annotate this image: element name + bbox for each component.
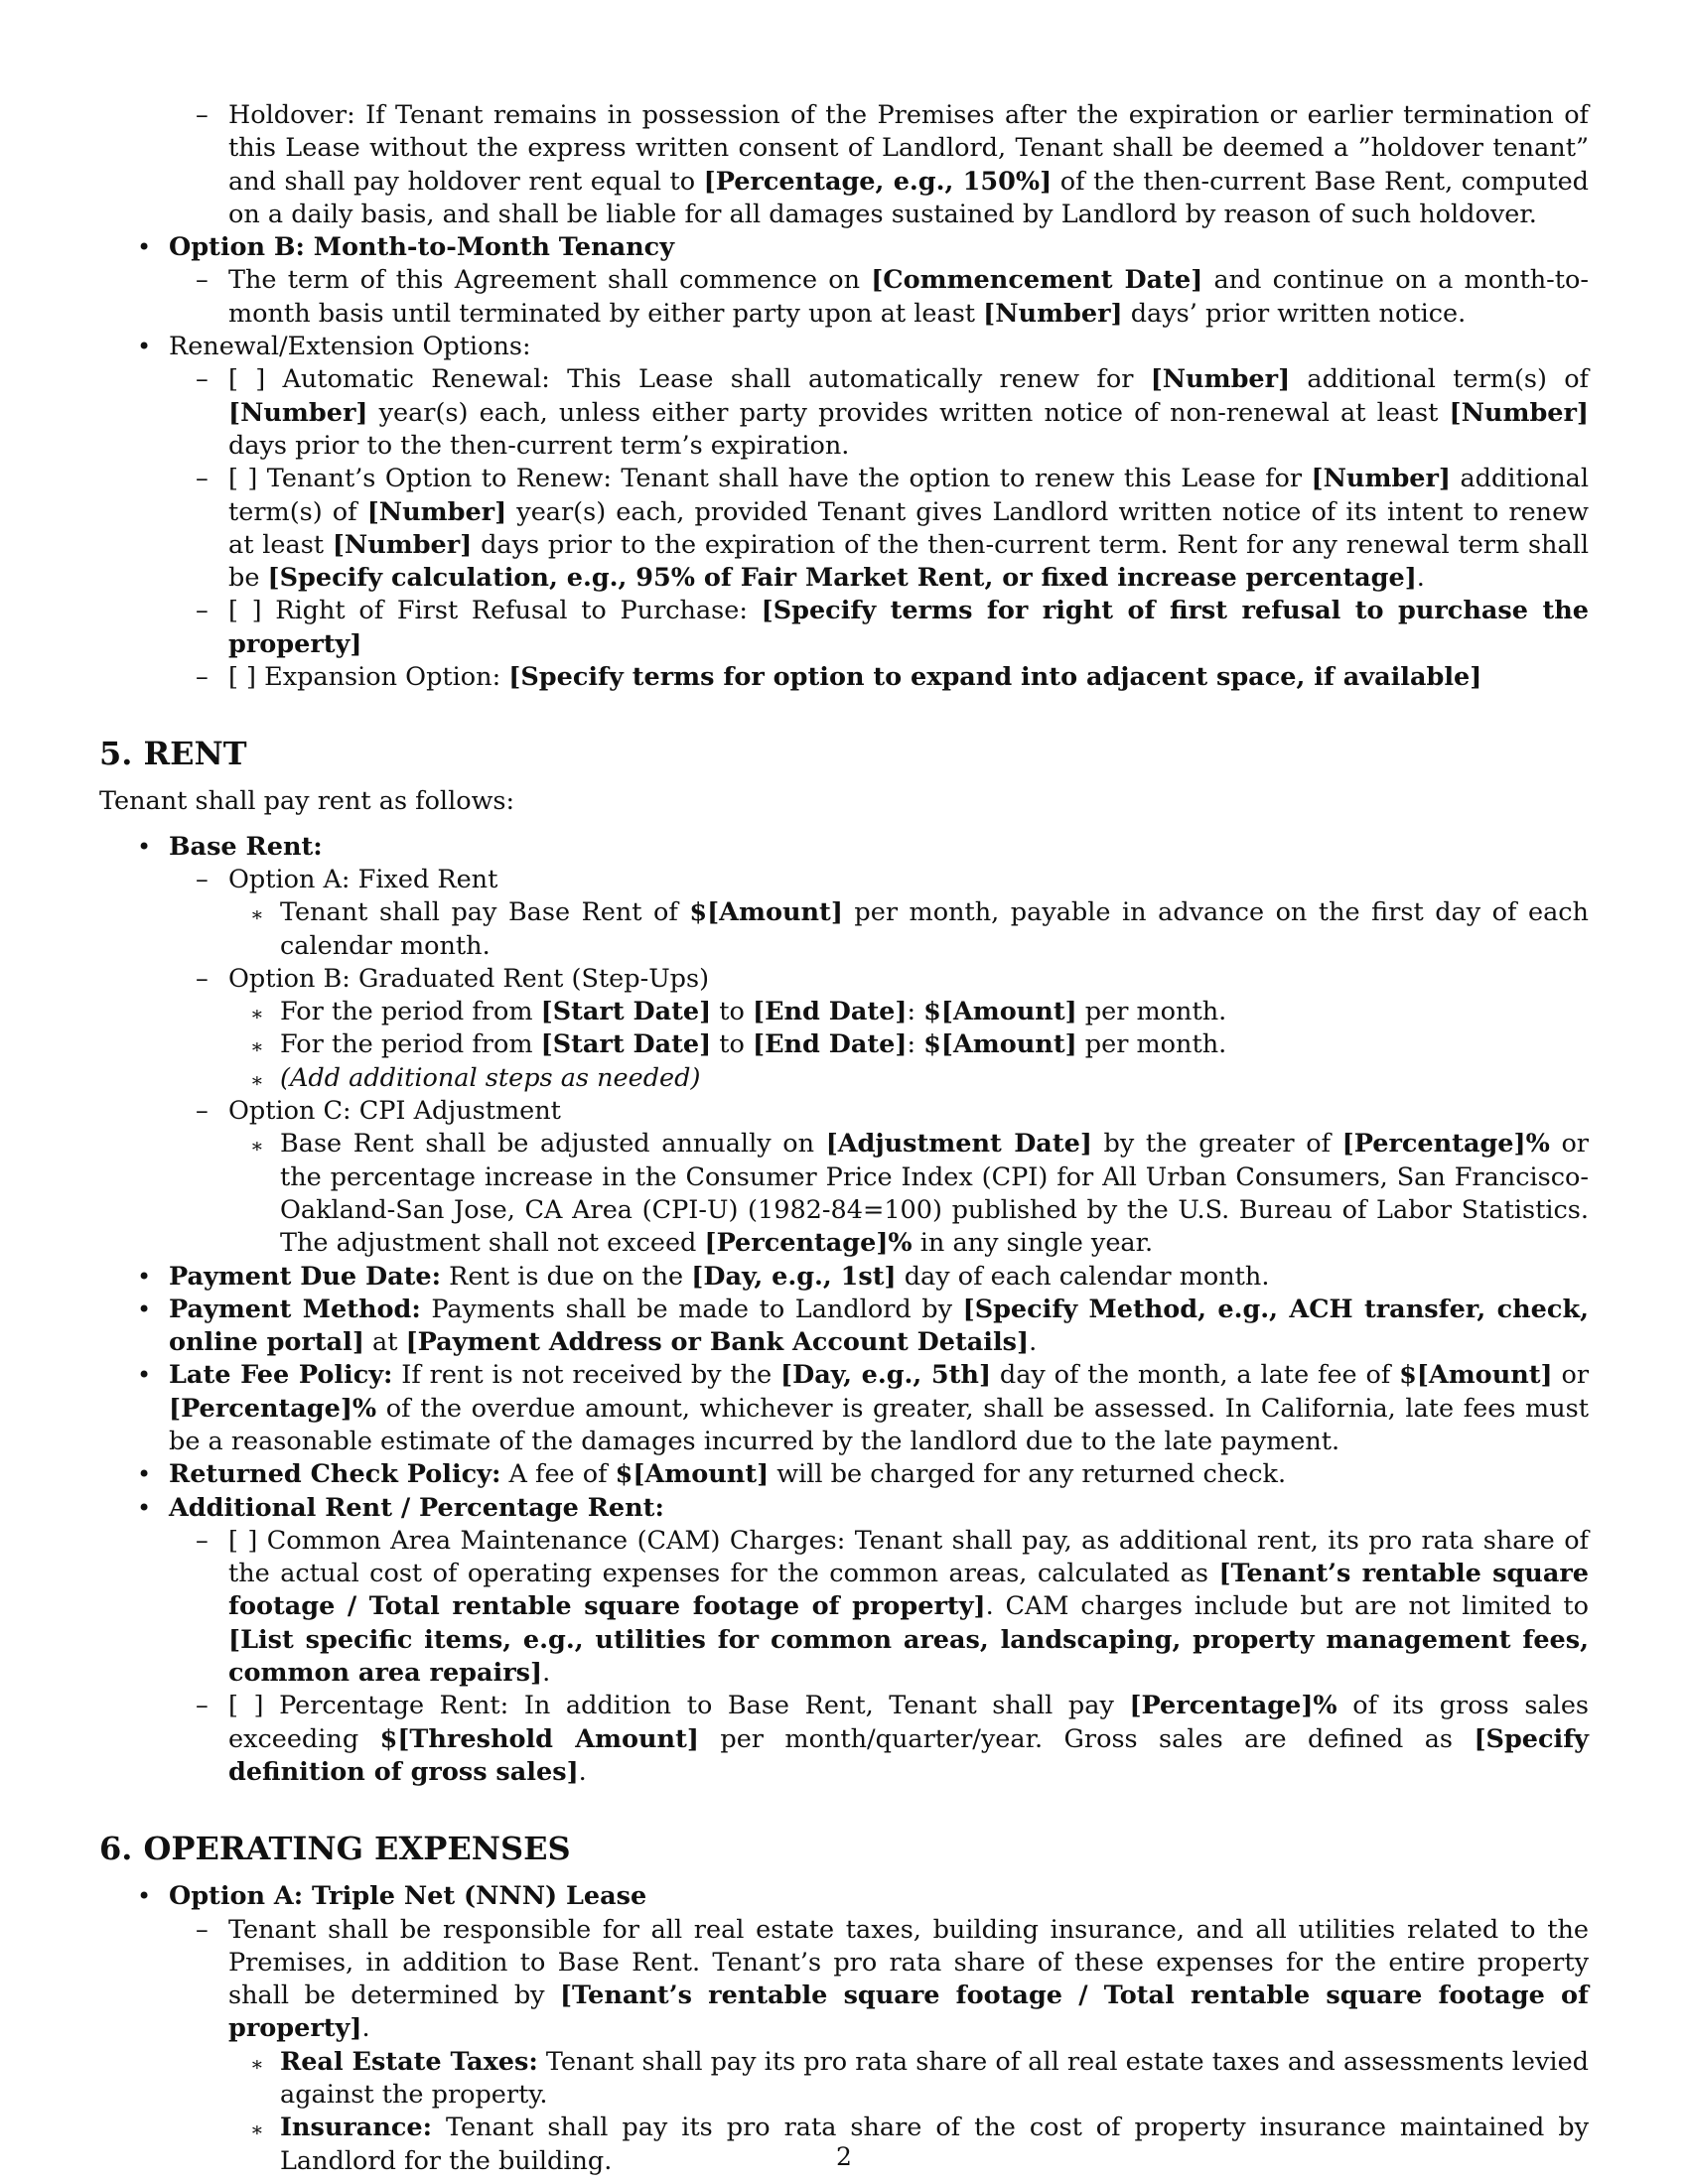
real-estate-taxes-clause: ∗ Real Estate Taxes: Tenant shall pay its pro rata share of all real estate taxes and assessments levied against the property. bbox=[250, 2046, 1589, 2111]
bullet-marker: • bbox=[137, 832, 152, 861]
first-refusal-clause: – [ ] Right of First Refusal to Purchase: [Specify terms for right of first refusal to purchase the property] bbox=[196, 596, 1589, 659]
dash-marker: – bbox=[196, 864, 209, 894]
bullet-marker: • bbox=[137, 1493, 152, 1522]
dash-marker: – bbox=[196, 662, 209, 693]
renewal-options-item: • Renewal/Extension Options: bbox=[99, 331, 1589, 363]
dash-marker: – bbox=[196, 596, 209, 626]
graduated-rent-option: – Option B: Graduated Rent (Step-Ups) bbox=[99, 963, 1589, 996]
dash-marker: – bbox=[196, 265, 209, 296]
dash-marker: – bbox=[196, 1691, 209, 1721]
late-fee-item: • Late Fee Policy: If rent is not received by the [Day, e.g., 5th] day of the month, a late fee of $[Amount] or [Percentage]% of the overdue amount, whichever is greater, shall be assessed. In California, late fees must be a reasonable estimate of the damages incurred by the landlord due to the late payment. bbox=[137, 1360, 1590, 1456]
dash-marker: – bbox=[196, 963, 209, 994]
base-rent-item: • Base Rent: bbox=[99, 831, 1589, 864]
star-marker: ∗ bbox=[250, 1002, 264, 1026]
cpi-adjustment-clause: ∗ Base Rent shall be adjusted annually on [Adjustment Date] by the greater of [Percentage]% or the percentage increase in the Consumer Price Index (CPI) for All Urban Consumers, San Francisco-Oakland-San Jose, CA Area (CPI-U) (1982-84=100) published by the U.S. Bureau of Labor Statistics. The adjustment shall not exceed [Percentage]% in any single year. bbox=[250, 1129, 1589, 1259]
cam-charges-clause: – [ ] Common Area Maintenance (CAM) Charges: Tenant shall pay, as additional rent, its pro rata share of the actual cost of operating expenses for the common areas, calculated as [Tenant’s rentable square footage / Total rentable square footage of property]. CAM charges include but are not limited to [List specific items, e.g., utilities for common areas, landscaping, property management fees, common area repairs]. bbox=[196, 1525, 1589, 1689]
dash-marker: – bbox=[196, 1525, 209, 1556]
cpi-adjustment-option: – Option C: CPI Adjustment bbox=[99, 1095, 1589, 1128]
returned-check-item: • Returned Check Policy: A fee of $[Amount] will be charged for any returned check. bbox=[99, 1458, 1589, 1491]
star-marker: ∗ bbox=[250, 2051, 264, 2076]
star-marker: ∗ bbox=[250, 1134, 264, 1159]
option-b-item: • Option B: Month-to-Month Tenancy bbox=[99, 231, 1589, 264]
bullet-marker: • bbox=[137, 1295, 152, 1323]
dash-marker: – bbox=[196, 100, 209, 130]
holdover-clause: – Holdover: If Tenant remains in possession of the Premises after the expiration or earlier termination of this Lease without the express written consent of Landlord, Tenant shall be deemed a ”holdover tenant” and shall pay holdover rent equal to [Percentage, e.g., 150%] of the then-current Base Rent, computed on a daily basis, and shall be liable for all damages sustained by Landlord by reason of such holdover. bbox=[196, 100, 1589, 229]
bullet-marker: • bbox=[137, 1460, 152, 1489]
payment-due-date-item: • Payment Due Date: Rent is due on the [Day, e.g., 1st] day of each calendar month. bbox=[99, 1261, 1589, 1294]
option-to-renew-clause: – [ ] Tenant’s Option to Renew: Tenant shall have the option to renew this Lease for [Number] additional term(s) of [Number] year(s) each, provided Tenant gives Landlord written notice of its intent to renew at least [Number] days prior to the expiration of the then-current term. Rent for any renewal term shall be [Specify calculation, e.g., 95% of Fair Market Rent, or fixed increase percentage]. bbox=[196, 464, 1589, 594]
section-heading-operating-expenses: 6. OPERATING EXPENSES bbox=[99, 1830, 571, 1868]
rent-intro: Tenant shall pay rent as follows: bbox=[99, 786, 515, 817]
bullet-marker: • bbox=[137, 233, 152, 262]
graduated-step: ∗ For the period from [Start Date] to [End Date]: $[Amount] per month. bbox=[99, 996, 1589, 1028]
triple-net-item: • Option A: Triple Net (NNN) Lease bbox=[99, 1880, 1589, 1913]
percentage-rent-clause: – [ ] Percentage Rent: In addition to Base Rent, Tenant shall pay [Percentage]% of its gross sales exceeding $[Threshold Amount] per month/quarter/year. Gross sales are defined as [Specify definition of gross sales]. bbox=[196, 1691, 1590, 1787]
star-marker: ∗ bbox=[250, 1034, 264, 1059]
bullet-marker: • bbox=[137, 333, 152, 361]
graduated-step: ∗ For the period from [Start Date] to [End Date]: $[Amount] per month. bbox=[99, 1028, 1589, 1061]
bullet-marker: • bbox=[137, 1361, 152, 1390]
additional-rent-item: • Additional Rent / Percentage Rent: bbox=[99, 1492, 1589, 1525]
fixed-rent-clause: ∗ Tenant shall pay Base Rent of $[Amount] per month, payable in advance on the first day of each calendar month. bbox=[250, 897, 1589, 961]
page-number: 2 bbox=[836, 2142, 852, 2171]
dash-marker: – bbox=[196, 364, 209, 395]
bullet-marker: • bbox=[137, 1262, 152, 1291]
expansion-option-clause: – [ ] Expansion Option: [Specify terms for option to expand into adjacent space, if available] bbox=[99, 661, 1589, 694]
graduated-note: ∗ (Add additional steps as needed) bbox=[99, 1062, 1589, 1095]
payment-method-item: • Payment Method: Payments shall be made to Landlord by [Specify Method, e.g., ACH transfer, check, online portal] at [Payment Address or Bank Account Details]. bbox=[137, 1294, 1589, 1358]
option-b-clause: – The term of this Agreement shall commence on [Commencement Date] and continue on a month-to-month basis until terminated by either party upon at least [Number] days’ prior written notice. bbox=[196, 265, 1590, 329]
bullet-marker: • bbox=[137, 1882, 152, 1911]
section-heading-rent: 5. RENT bbox=[99, 735, 247, 773]
triple-net-clause: – Tenant shall be responsible for all real estate taxes, building insurance, and all utilities related to the Premises, in addition to Base Rent. Tenant’s pro rata share of these expenses for the entire property shall be determined by [Tenant’s rentable square footage / Total rentable square footage of property]. bbox=[196, 1914, 1589, 2044]
star-marker: ∗ bbox=[250, 2117, 264, 2142]
insurance-clause: ∗ Insurance: Tenant shall pay its pro rata share of the cost of property insurance maintained by Landlord for the building. bbox=[250, 2113, 1589, 2176]
dash-marker: – bbox=[196, 464, 209, 494]
automatic-renewal-clause: – [ ] Automatic Renewal: This Lease shall automatically renew for [Number] additional term(s) of [Number] year(s) each, unless either party provides written notice of non-renewal at least [Number] days prior to the then-current term’s expiration. bbox=[196, 364, 1589, 461]
dash-marker: – bbox=[196, 1096, 209, 1127]
fixed-rent-option: – Option A: Fixed Rent bbox=[99, 864, 1589, 896]
star-marker: ∗ bbox=[250, 902, 264, 927]
star-marker: ∗ bbox=[250, 1067, 264, 1092]
dash-marker: – bbox=[196, 1914, 209, 1945]
document-body bbox=[99, 99, 1589, 2178]
